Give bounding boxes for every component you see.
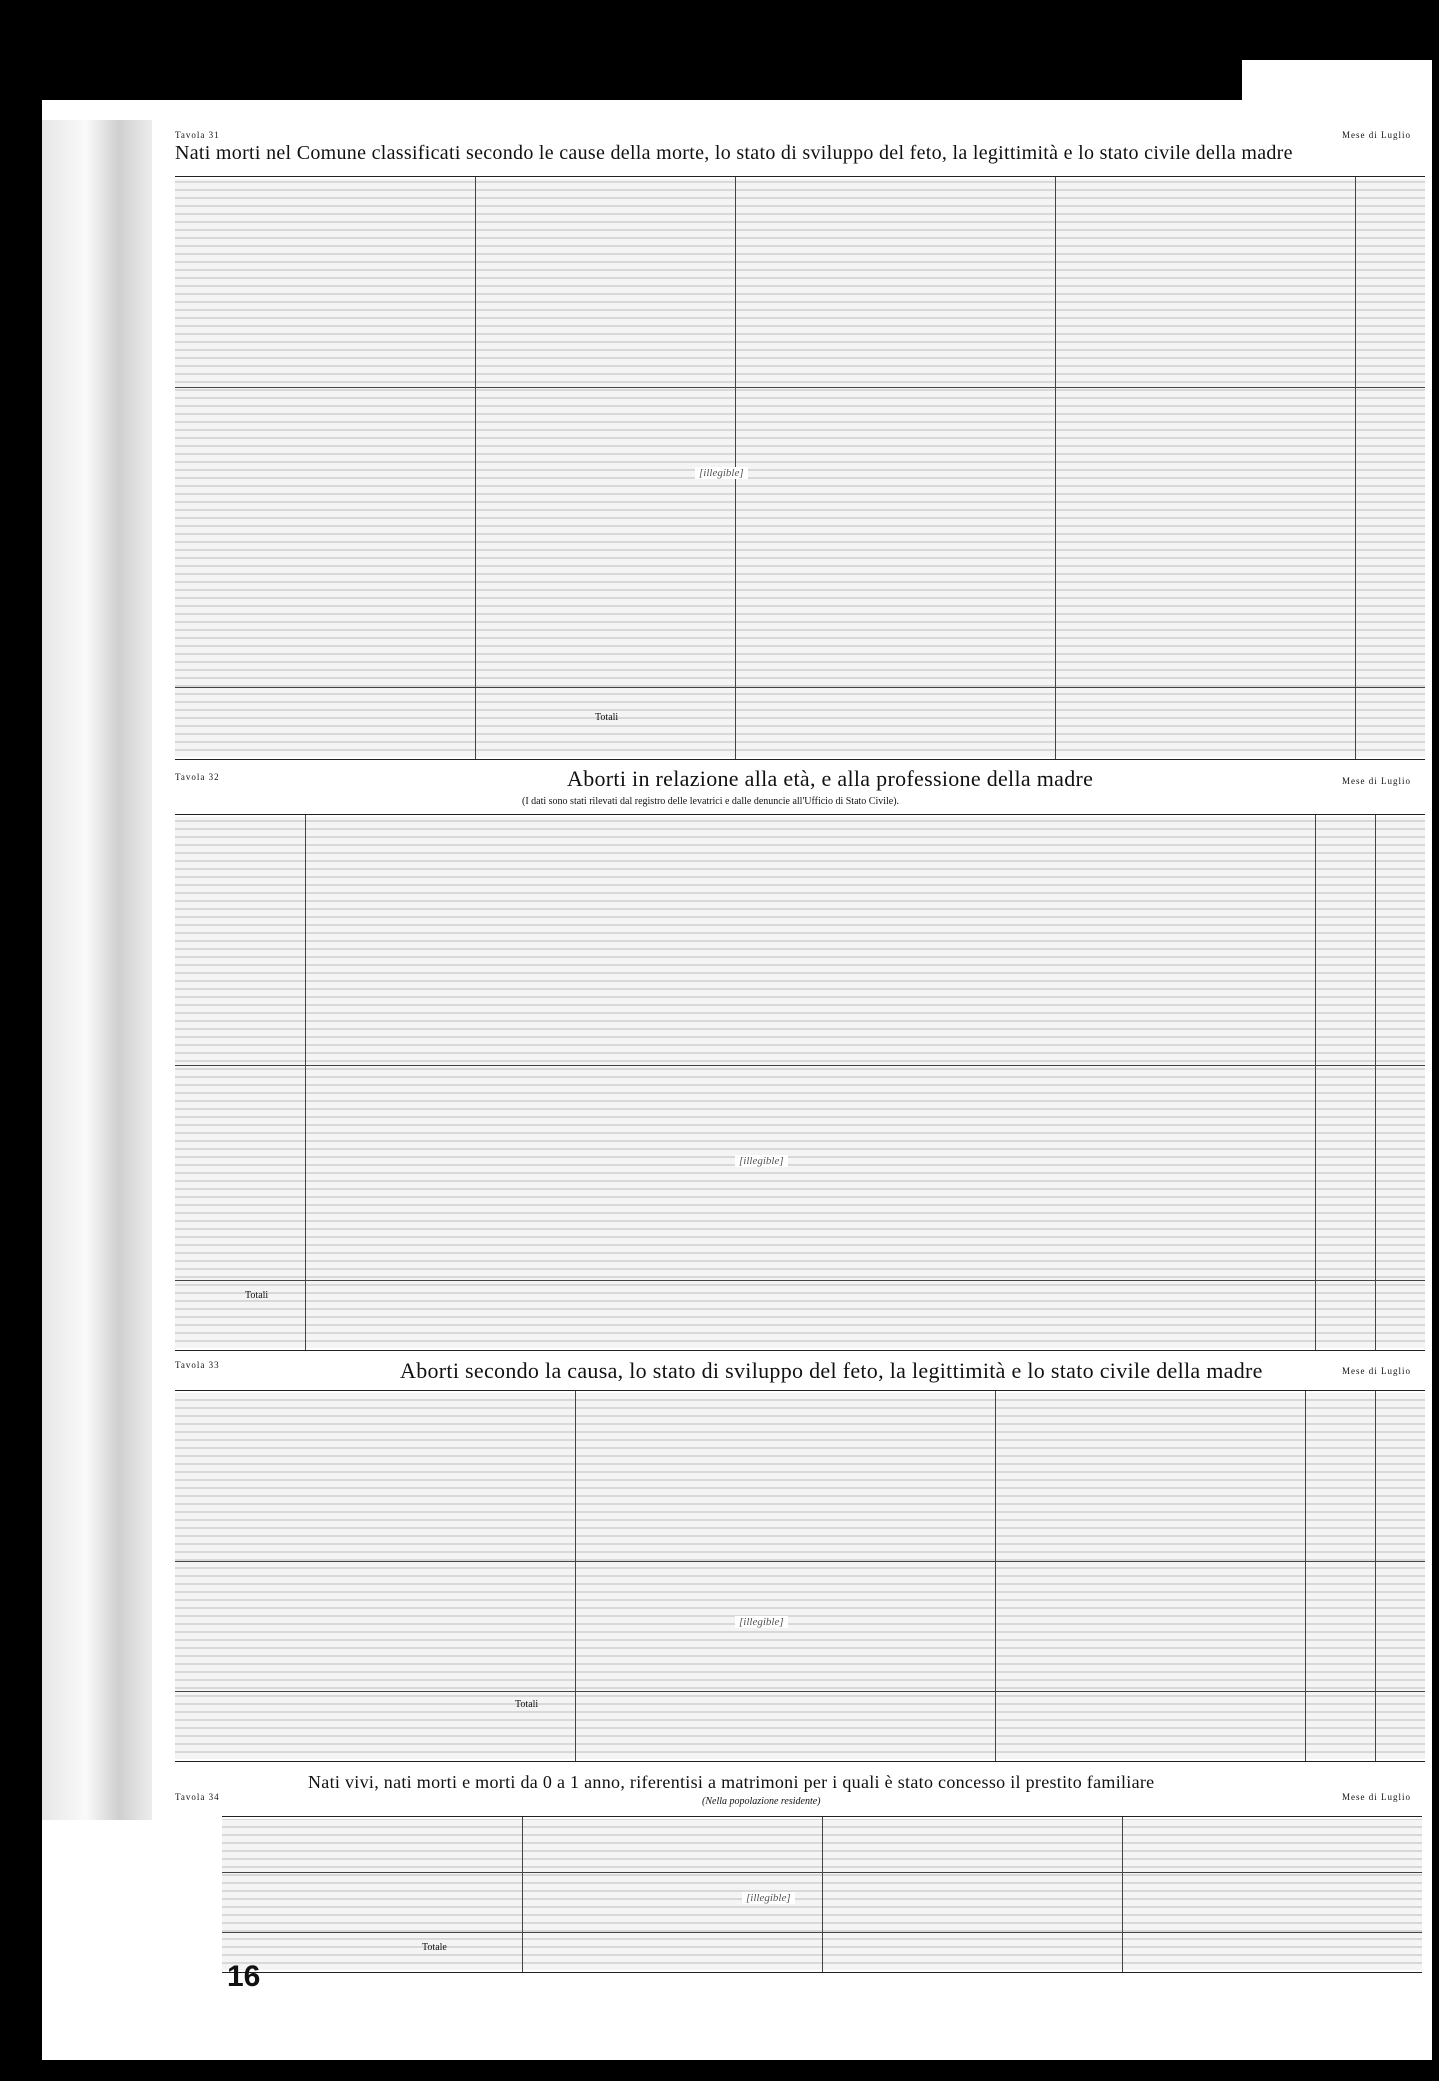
table-32-illegible-label: [illegible]: [735, 1155, 788, 1167]
scanned-page: [42, 60, 1432, 2060]
table-34-month: Mese di Luglio: [1342, 1792, 1411, 1802]
table-32-tag: Tavola 32: [175, 772, 220, 782]
table-31-totals-label: Totali: [595, 712, 619, 723]
table-31-tag: Tavola 31: [175, 130, 220, 140]
table-31-illegible-label: [illegible]: [695, 467, 748, 479]
table-32-totals-label: Totali: [245, 1290, 269, 1301]
table-32-illegible-content: [175, 817, 1425, 1348]
book-spine: [42, 120, 152, 1820]
table-31-grid: [175, 176, 1425, 760]
table-34-note: (Nella popolazione residente): [702, 1796, 821, 1807]
table-32-grid: [175, 814, 1425, 1351]
page-number: 16: [227, 1960, 261, 1993]
table-33-tag: Tavola 33: [175, 1360, 220, 1370]
table-34-tag: Tavola 34: [175, 1792, 220, 1802]
table-31-month: Mese di Luglio: [1342, 130, 1411, 140]
table-34-illegible-label: [illegible]: [742, 1892, 795, 1904]
table-34-grid: [222, 1816, 1422, 1973]
table-33-grid: [175, 1390, 1425, 1762]
table-33-totals-label: Totali: [515, 1699, 539, 1710]
table-33-month: Mese di Luglio: [1342, 1366, 1411, 1376]
table-32-note: (I dati sono stati rilevati dal registro delle levatrici e dalle denuncie all'Ufficio di Stato Civile).: [522, 796, 900, 807]
table-31-illegible-content: [175, 179, 1425, 757]
table-32-month: Mese di Luglio: [1342, 776, 1411, 786]
table-33-illegible-label: [illegible]: [735, 1616, 788, 1628]
table-34-totals-label: Totale: [422, 1942, 447, 1953]
table-34-title: Nati vivi, nati morti e morti da 0 a 1 anno, riferentisi a matrimoni per i quali è stato concesso il prestito familiare: [308, 1772, 1155, 1792]
scan-dark-edge: [42, 60, 1242, 100]
table-33-title: Aborti secondo la causa, lo stato di sviluppo del feto, la legittimità e lo stato civile della madre: [400, 1358, 1263, 1383]
table-32-title: Aborti in relazione alla età, e alla professione della madre: [567, 766, 1094, 791]
table-31-title: Nati morti nel Comune classificati secondo le cause della morte, lo stato di sviluppo del feto, la legittimità e lo stato civile della madre: [175, 142, 1293, 164]
table-33-illegible-content: [175, 1393, 1425, 1759]
